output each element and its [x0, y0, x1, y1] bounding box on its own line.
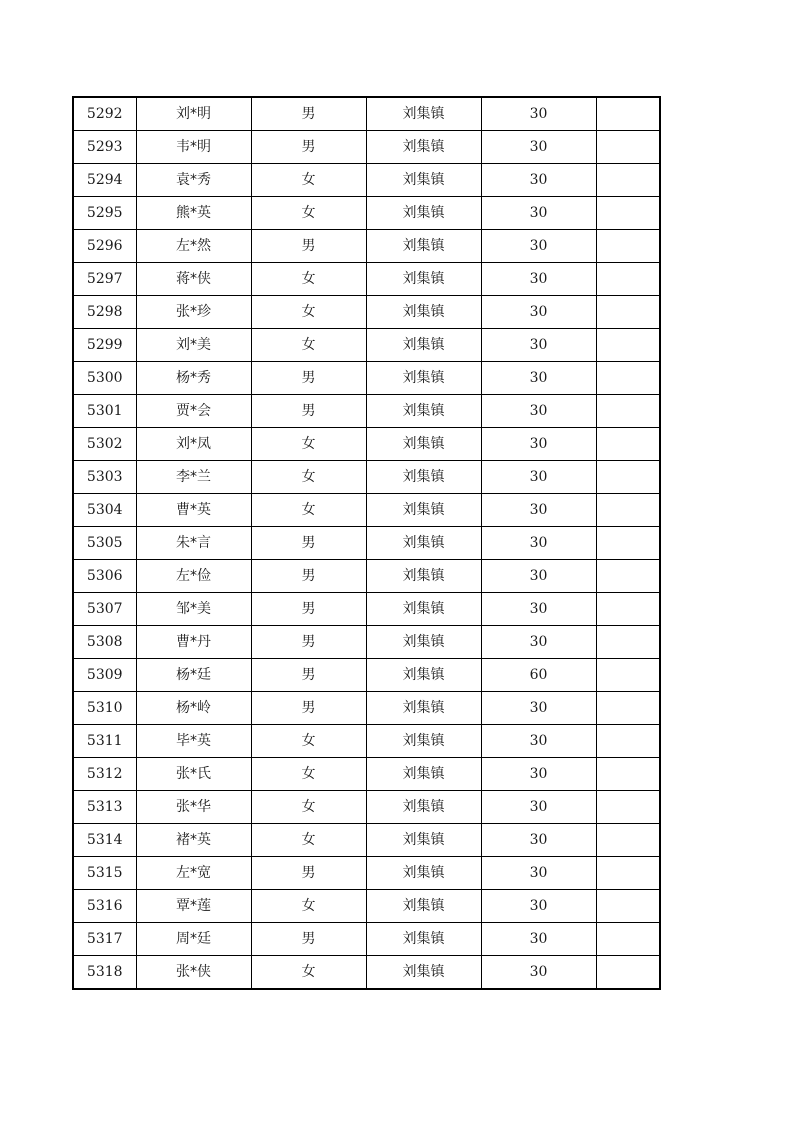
town-cell: 刘集镇	[366, 395, 481, 428]
name-cell: 左*宽	[136, 857, 251, 890]
gender-cell: 女	[251, 824, 366, 857]
amount-cell: 30	[481, 956, 596, 990]
town-cell: 刘集镇	[366, 923, 481, 956]
amount-cell: 30	[481, 857, 596, 890]
record-id-cell: 5306	[73, 560, 136, 593]
name-cell: 左*俭	[136, 560, 251, 593]
name-cell: 韦*明	[136, 131, 251, 164]
note-cell	[596, 395, 660, 428]
note-cell	[596, 857, 660, 890]
record-id-cell: 5297	[73, 263, 136, 296]
record-id-cell: 5298	[73, 296, 136, 329]
name-cell: 张*氏	[136, 758, 251, 791]
table-row	[73, 626, 660, 659]
town-cell: 刘集镇	[366, 296, 481, 329]
name-cell: 朱*言	[136, 527, 251, 560]
town-cell: 刘集镇	[366, 824, 481, 857]
table-row	[73, 131, 660, 164]
amount-cell: 30	[481, 197, 596, 230]
gender-cell: 男	[251, 362, 366, 395]
record-id-cell: 5310	[73, 692, 136, 725]
town-cell: 刘集镇	[366, 659, 481, 692]
amount-cell: 30	[481, 230, 596, 263]
town-cell: 刘集镇	[366, 560, 481, 593]
name-cell: 袁*秀	[136, 164, 251, 197]
town-cell: 刘集镇	[366, 197, 481, 230]
name-cell: 褚*英	[136, 824, 251, 857]
name-cell: 李*兰	[136, 461, 251, 494]
note-cell	[596, 560, 660, 593]
note-cell	[596, 758, 660, 791]
note-cell	[596, 362, 660, 395]
table-row	[73, 230, 660, 263]
amount-cell: 30	[481, 395, 596, 428]
town-cell: 刘集镇	[366, 494, 481, 527]
amount-cell: 30	[481, 890, 596, 923]
record-id-cell: 5313	[73, 791, 136, 824]
gender-cell: 女	[251, 164, 366, 197]
note-cell	[596, 527, 660, 560]
table-row	[73, 560, 660, 593]
town-cell: 刘集镇	[366, 626, 481, 659]
gender-cell: 女	[251, 329, 366, 362]
town-cell: 刘集镇	[366, 857, 481, 890]
gender-cell: 女	[251, 725, 366, 758]
note-cell	[596, 824, 660, 857]
note-cell	[596, 461, 660, 494]
record-id-cell: 5296	[73, 230, 136, 263]
note-cell	[596, 593, 660, 626]
note-cell	[596, 692, 660, 725]
record-id-cell: 5305	[73, 527, 136, 560]
name-cell: 毕*英	[136, 725, 251, 758]
name-cell: 周*廷	[136, 923, 251, 956]
record-id-cell: 5300	[73, 362, 136, 395]
note-cell	[596, 659, 660, 692]
record-id-cell: 5304	[73, 494, 136, 527]
gender-cell: 男	[251, 560, 366, 593]
town-cell: 刘集镇	[366, 164, 481, 197]
table-row	[73, 527, 660, 560]
record-id-cell: 5295	[73, 197, 136, 230]
record-id-cell: 5293	[73, 131, 136, 164]
table-row	[73, 956, 660, 990]
note-cell	[596, 428, 660, 461]
name-cell: 左*然	[136, 230, 251, 263]
note-cell	[596, 97, 660, 131]
amount-cell: 30	[481, 296, 596, 329]
name-cell: 曹*英	[136, 494, 251, 527]
table-row	[73, 791, 660, 824]
amount-cell: 30	[481, 560, 596, 593]
amount-cell: 30	[481, 791, 596, 824]
town-cell: 刘集镇	[366, 97, 481, 131]
name-cell: 覃*莲	[136, 890, 251, 923]
name-cell: 刘*美	[136, 329, 251, 362]
record-id-cell: 5299	[73, 329, 136, 362]
gender-cell: 男	[251, 230, 366, 263]
amount-cell: 30	[481, 758, 596, 791]
note-cell	[596, 494, 660, 527]
amount-cell: 30	[481, 626, 596, 659]
table-row	[73, 725, 660, 758]
amount-cell: 30	[481, 362, 596, 395]
note-cell	[596, 296, 660, 329]
note-cell	[596, 956, 660, 990]
town-cell: 刘集镇	[366, 758, 481, 791]
name-cell: 蒋*侠	[136, 263, 251, 296]
record-id-cell: 5311	[73, 725, 136, 758]
gender-cell: 男	[251, 692, 366, 725]
note-cell	[596, 923, 660, 956]
note-cell	[596, 263, 660, 296]
record-id-cell: 5308	[73, 626, 136, 659]
town-cell: 刘集镇	[366, 263, 481, 296]
table-row	[73, 362, 660, 395]
name-cell: 刘*明	[136, 97, 251, 131]
note-cell	[596, 890, 660, 923]
town-cell: 刘集镇	[366, 527, 481, 560]
name-cell: 曹*丹	[136, 626, 251, 659]
table-row	[73, 692, 660, 725]
gender-cell: 男	[251, 395, 366, 428]
note-cell	[596, 725, 660, 758]
gender-cell: 男	[251, 626, 366, 659]
gender-cell: 女	[251, 956, 366, 990]
data-table	[72, 96, 661, 990]
note-cell	[596, 131, 660, 164]
amount-cell: 30	[481, 494, 596, 527]
town-cell: 刘集镇	[366, 428, 481, 461]
amount-cell: 30	[481, 461, 596, 494]
name-cell: 杨*岭	[136, 692, 251, 725]
table-row	[73, 296, 660, 329]
amount-cell: 60	[481, 659, 596, 692]
town-cell: 刘集镇	[366, 791, 481, 824]
name-cell: 熊*英	[136, 197, 251, 230]
name-cell: 邹*美	[136, 593, 251, 626]
name-cell: 贾*会	[136, 395, 251, 428]
amount-cell: 30	[481, 263, 596, 296]
table-row	[73, 197, 660, 230]
record-id-cell: 5316	[73, 890, 136, 923]
town-cell: 刘集镇	[366, 362, 481, 395]
town-cell: 刘集镇	[366, 890, 481, 923]
amount-cell: 30	[481, 131, 596, 164]
gender-cell: 男	[251, 923, 366, 956]
town-cell: 刘集镇	[366, 329, 481, 362]
table-row	[73, 923, 660, 956]
record-id-cell: 5314	[73, 824, 136, 857]
amount-cell: 30	[481, 428, 596, 461]
table-row	[73, 395, 660, 428]
gender-cell: 男	[251, 659, 366, 692]
amount-cell: 30	[481, 527, 596, 560]
record-id-cell: 5307	[73, 593, 136, 626]
note-cell	[596, 164, 660, 197]
table-row	[73, 758, 660, 791]
amount-cell: 30	[481, 593, 596, 626]
table-row	[73, 593, 660, 626]
gender-cell: 女	[251, 890, 366, 923]
gender-cell: 男	[251, 131, 366, 164]
town-cell: 刘集镇	[366, 593, 481, 626]
table-row	[73, 824, 660, 857]
name-cell: 张*华	[136, 791, 251, 824]
name-cell: 杨*秀	[136, 362, 251, 395]
gender-cell: 女	[251, 428, 366, 461]
record-id-cell: 5312	[73, 758, 136, 791]
table-row	[73, 857, 660, 890]
table-row	[73, 461, 660, 494]
town-cell: 刘集镇	[366, 230, 481, 263]
note-cell	[596, 197, 660, 230]
note-cell	[596, 230, 660, 263]
town-cell: 刘集镇	[366, 692, 481, 725]
amount-cell: 30	[481, 725, 596, 758]
amount-cell: 30	[481, 824, 596, 857]
amount-cell: 30	[481, 329, 596, 362]
record-id-cell: 5318	[73, 956, 136, 990]
amount-cell: 30	[481, 923, 596, 956]
table-row	[73, 659, 660, 692]
record-id-cell: 5294	[73, 164, 136, 197]
amount-cell: 30	[481, 97, 596, 131]
table-body	[73, 97, 660, 989]
record-id-cell: 5302	[73, 428, 136, 461]
note-cell	[596, 626, 660, 659]
record-id-cell: 5317	[73, 923, 136, 956]
table-row	[73, 329, 660, 362]
table-row	[73, 428, 660, 461]
record-id-cell: 5303	[73, 461, 136, 494]
note-cell	[596, 791, 660, 824]
gender-cell: 女	[251, 461, 366, 494]
name-cell: 杨*廷	[136, 659, 251, 692]
table-row	[73, 263, 660, 296]
note-cell	[596, 329, 660, 362]
town-cell: 刘集镇	[366, 725, 481, 758]
gender-cell: 女	[251, 791, 366, 824]
name-cell: 张*侠	[136, 956, 251, 990]
gender-cell: 女	[251, 494, 366, 527]
record-id-cell: 5292	[73, 97, 136, 131]
town-cell: 刘集镇	[366, 956, 481, 990]
gender-cell: 男	[251, 593, 366, 626]
record-id-cell: 5309	[73, 659, 136, 692]
record-id-cell: 5301	[73, 395, 136, 428]
table-row	[73, 164, 660, 197]
gender-cell: 男	[251, 97, 366, 131]
gender-cell: 男	[251, 857, 366, 890]
town-cell: 刘集镇	[366, 131, 481, 164]
gender-cell: 女	[251, 296, 366, 329]
town-cell: 刘集镇	[366, 461, 481, 494]
name-cell: 张*珍	[136, 296, 251, 329]
amount-cell: 30	[481, 164, 596, 197]
gender-cell: 女	[251, 263, 366, 296]
table-row	[73, 97, 660, 131]
amount-cell: 30	[481, 692, 596, 725]
gender-cell: 男	[251, 527, 366, 560]
gender-cell: 女	[251, 197, 366, 230]
name-cell: 刘*凤	[136, 428, 251, 461]
record-id-cell: 5315	[73, 857, 136, 890]
table-row	[73, 890, 660, 923]
table-row	[73, 494, 660, 527]
gender-cell: 女	[251, 758, 366, 791]
